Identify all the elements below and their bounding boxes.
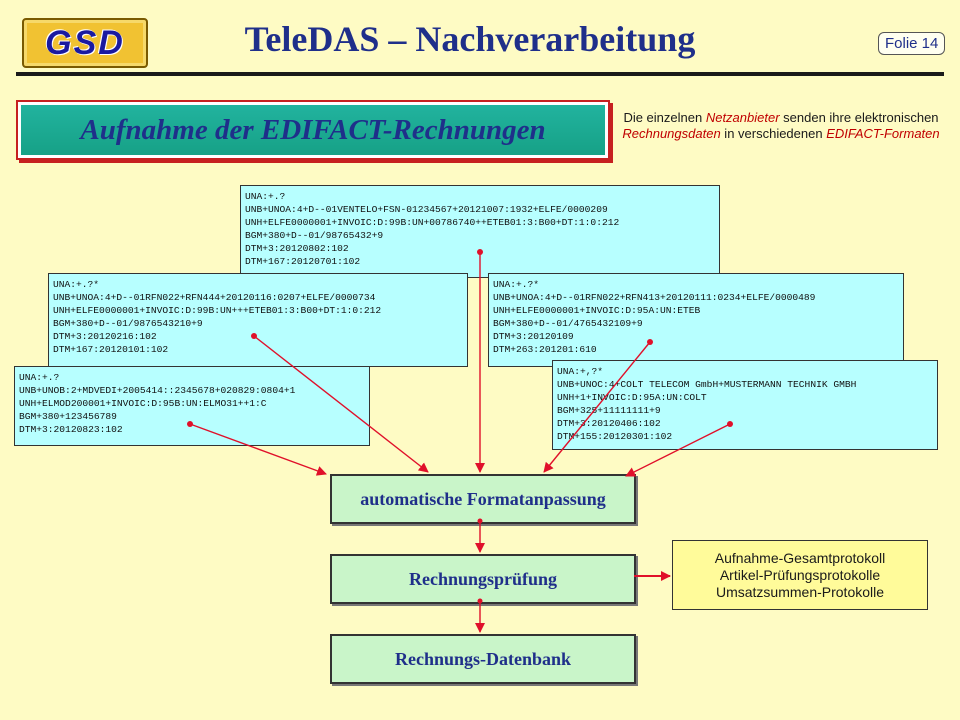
intro-highlight-rechnungsdaten: Rechnungsdaten [622,126,721,141]
intro-highlight-netzanbieter: Netzanbieter [705,110,780,125]
edifact-sample-rfn444: UNA:+.?* UNB+UNOA:4+D--01RFN022+RFN444+20120116:0207+ELFE/0000734 UNH+ELFE0000001+INVOIC:D:99B:UN+++ETEB01:3:B00+DT:1:0:212 BGM+380+D--01/9876543210+9 DTM+3:20120216:102 DTM+167:20120101:102 [48,273,468,367]
intro-part2: senden ihre elektronischen [779,110,939,125]
invoice-database-box: Rechnungs-Datenbank [330,634,636,684]
intro-highlight-formate: EDIFACT-Formaten [826,126,940,141]
format-adaptation-box: automatische Formatanpassung [330,474,636,524]
invoice-check-box: Rechnungsprüfung [330,554,636,604]
edifact-sample-rfn413: UNA:+.?* UNB+UNOA:4+D--01RFN022+RFN413+20120111:0234+ELFE/0000489 UNH+ELFE0000001+INVOIC:D:95A:UN:ETEB BGM+380+D--01/4765432109+9 DTM+3:20120109 DTM+263:201201:610 [488,273,904,367]
arrow-rfn413 [544,342,650,472]
logo-text: GSD [45,23,125,62]
slide-number: Folie 14 [878,32,945,55]
dot-rfn413 [647,339,653,345]
dot-mdvedi [187,421,193,427]
arrow-mdvedi [190,424,326,474]
edifact-sample-ventelo: UNA:+.? UNB+UNOA:4+D--01VENTELO+FSN-01234567+20121007:1932+ELFE/0000209 UNH+ELFE0000001+INVOIC:D:99B:UN+00786740++ETEB01:3:B00+DT:1:0:212 BGM+380+D--01/98765432+9 DTM+3:20120802:102 DTM+167:20120701:102 [240,185,720,278]
protocol-line-1: Aufnahme-Gesamtprotokoll [714,549,886,566]
arrow-colt [626,424,730,476]
dot-ventelo [477,249,483,255]
intro-part1: Die einzelnen [623,110,706,125]
dot-format [478,519,483,524]
arrow-rfn444 [254,336,428,472]
protocol-line-3: Umsatzsummen-Protokolle [715,583,885,600]
section-title: Aufnahme der EDIFACT-Rechnungen [80,113,546,146]
dot-colt [727,421,733,427]
edifact-sample-colt: UNA:+,?* UNB+UNOC:4+COLT TELECOM GmbH+MUSTERMANN TECHNIK GMBH UNH+1+INVOIC:D:95A:UN:COLT BGM+325+11111111+9 DTM+3:20120406:102 DTM+155:20120301:102 [552,360,938,450]
intro-part3: in verschiedenen [720,126,827,141]
dot-check [478,599,483,604]
page-title: TeleDAS – Nachverarbeitung [244,19,696,59]
dot-rfn444 [251,333,257,339]
protocol-line-2: Artikel-Prüfungsprotokolle [719,566,881,583]
edifact-sample-mdvedi: UNA:+.? UNB+UNOB:2+MDVEDI+2005414::2345678+020829:0804+1 UNH+ELMOD200001+INVOIC:D:95B:UN:ELMO31++1:C BGM+380+123456789 DTM+3:20120823:102 [14,366,370,446]
